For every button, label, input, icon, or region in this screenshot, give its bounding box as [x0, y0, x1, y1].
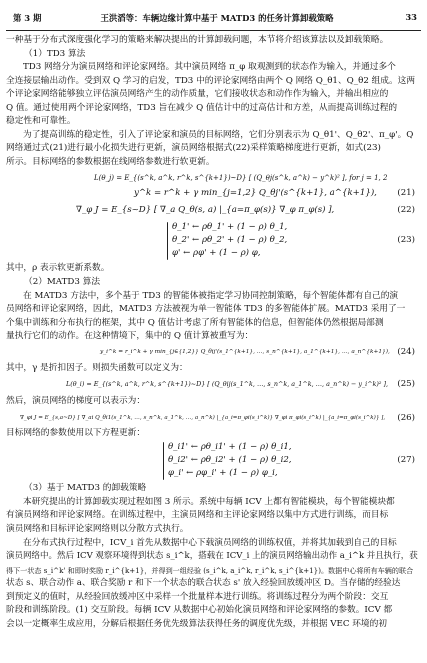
equation-number: (25) — [397, 379, 415, 390]
equation-27-line: θ_i1' ← ρθ_i1' + (1 − ρ) θ_i1, — [168, 442, 292, 453]
paragraph-line: 得下一状态 s_i^k' 和即时奖励 r_i^{k+1}，并得到一组经验 (s_i^k, a_i^k, r_i^k, s_i^{k+1})。数据中心将所有车辆的联合 — [6, 565, 414, 575]
section-heading-td3: （1）TD3 算法 — [24, 48, 86, 59]
equation-26 — [6, 409, 421, 427]
equation-22-gradient: ∇_φ J = E_{s~D} [ ∇_a Q_θ(s, a) |_{a=π_φ(s)} ∇_φ π_φ(s) ], — [76, 205, 335, 216]
paragraph-line: 本研究提出的计算卸载实现过程如图 3 所示。系统中每辆 ICV 上都有智能模块，每个智能模块都 — [23, 496, 395, 507]
paragraph-line: 员网络和评论家网络，因此，MATD3 方法被视为单一智能体 TD3 的多智能体扩展。MATD3 采用了一 — [6, 304, 406, 315]
paragraph-line: 状态 s、联合动作 a、联合奖励 r 和下一个状态的联合状态 s' 放入经验回放缓冲区 D。当存储的经验达 — [6, 578, 401, 589]
paragraph-line: 然后，演员网络的梯度可以表示为： — [6, 396, 145, 407]
section-heading-matd3: （2）MATD3 算法 — [24, 277, 101, 288]
paragraph-line: 会以一定概率生成应用，分解后根据任务优先级算法获得任务的调度优先级，并根据 VEC 环境的初 — [6, 618, 387, 629]
issue-label: 第 3 期 — [13, 13, 42, 23]
equation-number: (21) — [397, 188, 415, 199]
paragraph-line: 全连接层输出动作。受到双 Q 学习的启发，TD3 中的评论家网络由两个 Q 网络 Q_θ1、Q_θ2 组成。这两 — [6, 75, 416, 86]
equation-27-line: θ_i2' ← ρθ_i2' + (1 − ρ) θ_i2, — [168, 455, 292, 466]
paragraph-line: 所示。目标网络的参数根据在线网络参数进行软更新。 — [6, 156, 215, 167]
paragraph-line: 在 MATD3 方法中，多个基于 TD3 的智能体被指定学习协同控制策略，每个智能体都有自己的演 — [23, 290, 399, 301]
equation-number: (27) — [397, 455, 415, 466]
header-rule — [6, 30, 421, 31]
equation-21-loss: L(θ_j) = E_{(s^k, a^k, r^k, s^{k+1})~D} [ (Q_θj(s^k, a^k) − y^k)² ], for j = 1, 2 — [94, 174, 388, 183]
equation-number: (24) — [397, 346, 415, 357]
paragraph-line: 为了提高训练的稳定性，引入了评论家和演员的目标网络，它们分别表示为 Q_θ1'、Q_θ2'、π_φ'。Q — [23, 129, 414, 140]
paragraph-line: 量执行它们的动作。在这种情境下，集中的 Q 值计算被重写为： — [6, 331, 254, 342]
paragraph-line: 网络通过式(21)进行最小化损失进行更新，演员网络根据式(22)采样策略梯度进行更新，如式(23) — [6, 143, 381, 154]
paragraph-line: 一种基于分布式深度强化学习的策略来解决提出的计算卸载问题，本节将介绍该算法以及卸载策略。 — [6, 35, 389, 45]
paragraph-line: 稳定性和可靠性。 — [6, 116, 76, 127]
paragraph-line: Q 值。通过使用两个评论家网络，TD3 旨在减少 Q 值估计中的过高估计和方差，从而提高训练过程的 — [6, 102, 398, 113]
equation-25 — [6, 375, 421, 395]
equation-23-line: θ_1' ← ρθ_1' + (1 − ρ) θ_1, — [172, 222, 288, 233]
equation-23-line: θ_2' ← ρθ_2' + (1 − ρ) θ_2, — [172, 235, 288, 246]
paragraph-line: 演员网络中。然后 ICV 观察环境得到状态 s_i^k，搭载在 ICV_i 上的演员网络输出动作 a_i^k 并且执行，获 — [6, 551, 418, 562]
paragraph-line: 在分布式执行过程中，ICV_i 首先从数据中心下载演员网络的训练权值，并将其加载到自己的目标 — [23, 537, 397, 548]
paragraph-line: 其中，γ 是折扣因子。则损失函数可以定义为： — [6, 362, 188, 373]
equation-23 — [6, 220, 421, 262]
equation-21-target: y^k = r^k + γ min_{j=1,2} Q_θj'(s^{k+1}, a^{k+1}), — [134, 188, 377, 199]
paragraph-line: 个集中训练和分布执行的框架，其中 Q 值估计考虑了所有智能体的信息，但智能体仍然根据局部测 — [6, 317, 384, 328]
left-brace — [163, 442, 164, 480]
equation-24-target: y_i^k = r_i^k + γ min_{j∈{1,2}} Q_θij'(s_1^{k+1}, …, s_n^{k+1}, a_1^{k+1}, …, a_n^{k+1}), — [100, 348, 390, 355]
equation-23-line: φ' ← ρφ' + (1 − ρ) φ, — [172, 248, 261, 259]
article-body — [6, 34, 421, 631]
running-header — [0, 6, 427, 28]
equation-27-line: φ_i' ← ρφ_i' + (1 − ρ) φ_i, — [168, 468, 278, 479]
equation-24 — [6, 344, 421, 362]
equation-22 — [6, 202, 421, 220]
paragraph-line: 其中，ρ 表示软更新系数。 — [6, 263, 110, 274]
section-heading-offloading: （3）基于 MATD3 的卸载策略 — [24, 483, 147, 494]
equation-27 — [6, 440, 421, 482]
equation-number: (26) — [397, 412, 415, 423]
running-title: 王洪滔等：车辆边缘计算中基于 MATD3 的任务计算卸载策略 — [100, 13, 334, 23]
equation-number: (23) — [397, 235, 415, 246]
paragraph-line: TD3 网络分为演员网络和评论家网络。其中演员网络 π_φ 取观测到的状态作为输入，并通过多个 — [23, 62, 396, 73]
paragraph-line: 到预定义的值时，从经验回放缓冲区中采样一个批量样本进行训练。将训练过程分为两个阶段：交互 — [6, 591, 389, 602]
paragraph-line: 有演员网络和评论家网络。在训练过程中，主演员网络和主评论家网络以集中方式进行训练，而目标 — [6, 510, 389, 521]
paragraph-line: 目标网络的参数使用以下方程更新： — [6, 427, 145, 438]
equation-21 — [6, 169, 421, 202]
paragraph-line: 阶段和训练阶段。(1) 交互阶段。每辆 ICV 从数据中心初始化演员网络和评论家网络的参数。ICV 都 — [6, 605, 393, 616]
equation-25-loss: L(θ_i) = E_{(s^k, a^k, r^k, s^{k+1})~D} [ (Q_θij(s_1^k, …, s_n^k, a_1^k, …, a_n^k) − y_i^k)² ], — [66, 380, 389, 389]
paragraph-line: 演员网络和目标评论家网络则以分散方式执行。 — [6, 524, 189, 535]
page-number: 33 — [405, 12, 417, 22]
equation-number: (22) — [397, 205, 415, 216]
paragraph-line: 个评论家网络能够独立评估演员网络产生的动作质量，它们接收状态和动作作为输入，并输出相应的 — [6, 89, 389, 100]
left-brace — [167, 222, 168, 260]
equation-26-gradient: ∇_φi J = E_{s,a~D} [ ∇_ai Q_θi1(s_1^k, …, s_n^k, a_1^k, …, a_n^k) |_{a_i=π_φi(s_i^k)} ∇_φi π_φi(s_i^k) |_{a_i=π_φi(s_i^k)} ], — [20, 414, 386, 421]
